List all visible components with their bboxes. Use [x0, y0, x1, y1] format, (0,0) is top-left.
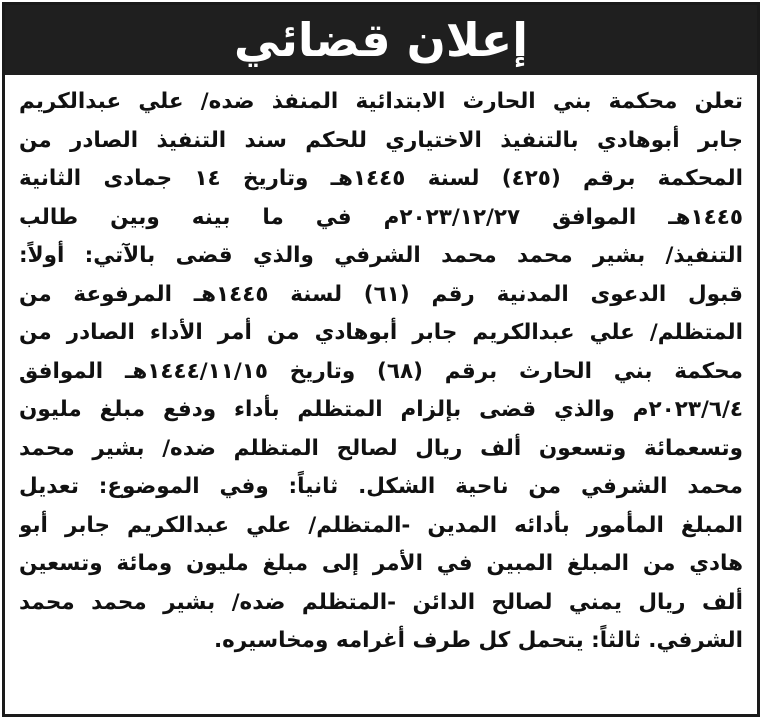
notice-line: المتظلم/ علي عبدالكريم جابر أبوهادي من أمر الأداء الصادر من — [19, 320, 743, 345]
notice-line: هادي من المبلغ المبين في الأمر إلى مبلغ مليون ومائة وتسعين — [19, 551, 743, 576]
notice-line: المبلغ المأمور بأدائه المدين -المتظلم/ علي عبدالكريم جابر أبو — [19, 512, 743, 538]
notice-header — [5, 5, 757, 75]
notice-line: التنفيذ/ بشير محمد محمد الشرفي والذي قضى بالآتي: أولاً: — [19, 243, 743, 268]
judicial-notice — [2, 2, 760, 717]
notice-body — [19, 83, 743, 708]
notice-line: وتسعمائة وتسعون ألف ريال لصالح المتظلم ضده/ بشير محمد — [19, 435, 743, 461]
notice-line: المحكمة برقم (٤٢٥) لسنة ١٤٤٥هـ وتاريخ ١٤ جمادى الثانية — [19, 166, 743, 191]
notice-title: إعلان قضائي — [234, 13, 528, 67]
notice-line: جابر أبوهادي بالتنفيذ الاختياري للحكم سند التنفيذ الصادر من — [19, 127, 743, 153]
notice-line: محمد الشرفي من ناحية الشكل. ثانياً: وفي الموضوع: تعديل — [19, 474, 743, 499]
notice-line: ٢٠٢٣/٦/٤م والذي قضى بإلزام المتظلم بأداء ودفع مبلغ مليون — [19, 397, 743, 422]
notice-line: تعلن محكمة بني الحارث الابتدائية المنفذ ضده/ علي عبدالكريم — [19, 89, 743, 114]
notice-line: قبول الدعوى المدنية رقم (٦١) لسنة ١٤٤٥هـ المرفوعة من — [19, 281, 743, 307]
notice-line: ألف ريال يمني لصالح الدائن -المتظلم ضده/ بشير محمد محمد — [19, 589, 743, 615]
notice-line: الشرفي. ثالثاً: يتحمل كل طرف أغرامه ومخاسيره. — [213, 628, 743, 653]
notice-line: محكمة بني الحارث برقم (٦٨) وتاريخ ١٤٤٤/١١/١٥هـ الموافق — [19, 358, 743, 384]
notice-line: ١٤٤٥هـ الموافق ٢٠٢٣/١٢/٢٧م في ما بينه وبين طالب — [19, 204, 743, 230]
